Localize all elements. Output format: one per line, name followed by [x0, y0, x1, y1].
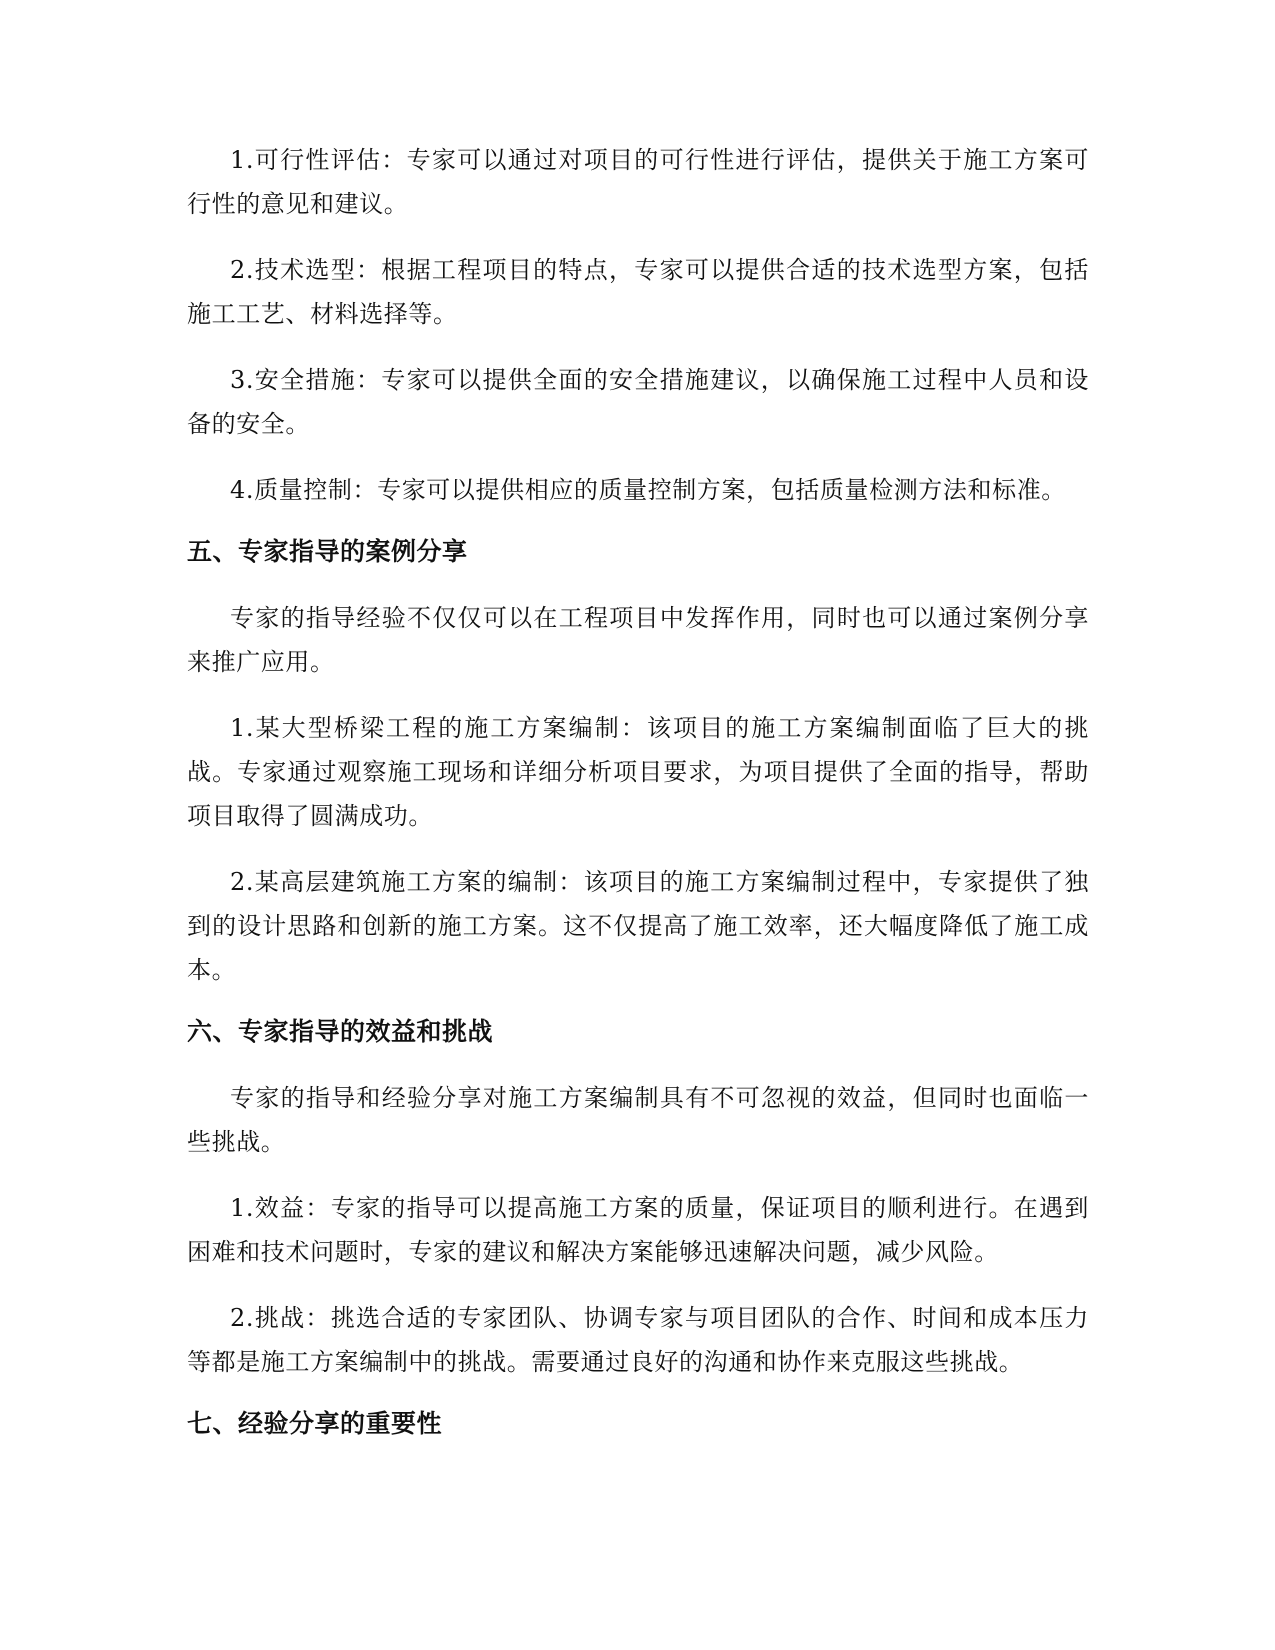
paragraph-tech-selection: 2.技术选型：根据工程项目的特点，专家可以提供合适的技术选型方案，包括施工工艺、材料选择等。 [187, 256, 1089, 328]
paragraph-case-highrise: 2.某高层建筑施工方案的编制：该项目的施工方案编制过程中，专家提供了独到的设计思路和创新的施工方案。这不仅提高了施工效率，还大幅度降低了施工成本。 [187, 868, 1089, 984]
section-heading-6: 六、专家指导的效益和挑战 [187, 1017, 494, 1046]
section-heading-5: 五、专家指导的案例分享 [187, 537, 468, 566]
paragraph-case-bridge: 1.某大型桥梁工程的施工方案编制：该项目的施工方案编制面临了巨大的挑战。专家通过观察施工现场和详细分析项目要求，为项目提供了全面的指导，帮助项目取得了圆满成功。 [187, 714, 1089, 830]
document-body [187, 138, 1089, 1468]
paragraph-quality: 4.质量控制：专家可以提供相应的质量控制方案，包括质量检测方法和标准。 [230, 476, 1066, 504]
paragraph-safety: 3.安全措施：专家可以提供全面的安全措施建议，以确保施工过程中人员和设备的安全。 [187, 366, 1089, 438]
paragraph-benefit: 1.效益：专家的指导可以提高施工方案的质量，保证项目的顺利进行。在遇到困难和技术问题时，专家的建议和解决方案能够迅速解决问题，减少风险。 [187, 1194, 1089, 1266]
paragraph-benefit-intro: 专家的指导和经验分享对施工方案编制具有不可忽视的效益，但同时也面临一些挑战。 [187, 1084, 1089, 1156]
paragraph-challenge: 2.挑战：挑选合适的专家团队、协调专家与项目团队的合作、时间和成本压力等都是施工方案编制中的挑战。需要通过良好的沟通和协作来克服这些挑战。 [187, 1304, 1089, 1376]
paragraph-feasibility: 1.可行性评估：专家可以通过对项目的可行性进行评估，提供关于施工方案可行性的意见和建议。 [187, 146, 1089, 218]
paragraph-case-intro: 专家的指导经验不仅仅可以在工程项目中发挥作用，同时也可以通过案例分享来推广应用。 [187, 604, 1089, 676]
section-heading-7: 七、经验分享的重要性 [187, 1409, 443, 1438]
